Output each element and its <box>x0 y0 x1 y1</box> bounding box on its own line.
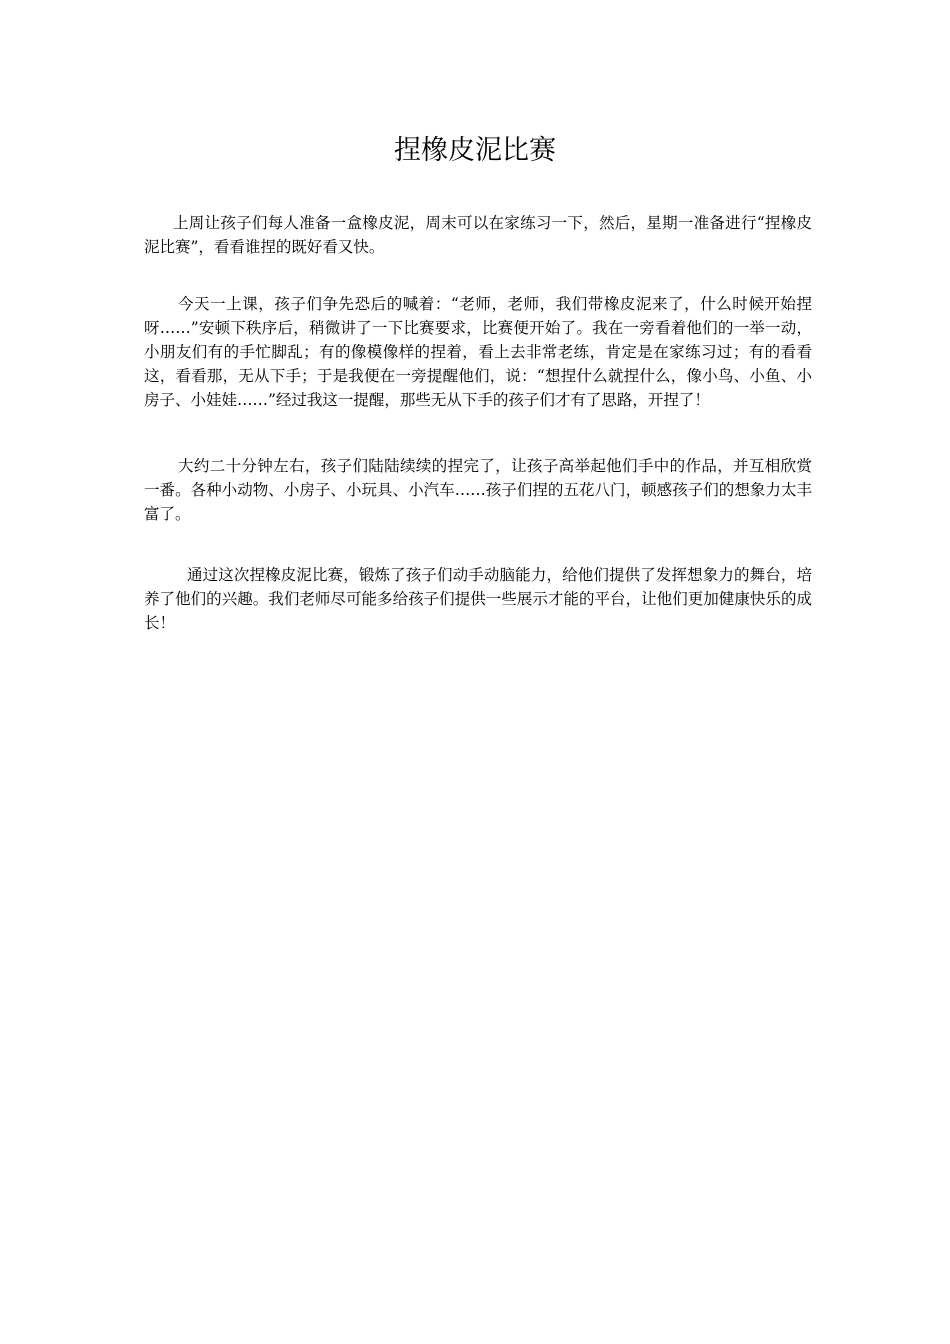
paragraph-2: 今天一上课，孩子们争先恐后的喊着：“老师，老师，我们带橡皮泥来了，什么时候开始捏呀……”安顿下秩序后，稍微讲了一下比赛要求，比赛便开始了。我在一旁看着他们的一举一动，小朋友们有的手忙脚乱；有的像模像样的捏着，看上去非常老练，肯定是在家练习过；有的看看这，看看那，无从下手；于是我便在一旁提醒他们，说：“想捏什么就捏什么，像小鸟、小鱼、小房子、小娃娃……”经过我这一提醒，那些无从下手的孩子们才有了思路，开捏了！ <box>144 295 812 409</box>
paragraph-4: 通过这次捏橡皮泥比赛，锻炼了孩子们动手动脑能力，给他们提供了发挥想象力的舞台，培养了他们的兴趣。我们老师尽可能多给孩子们提供一些展示才能的平台，让他们更加健康快乐的成长！ <box>144 566 812 632</box>
document-title: 捏橡皮泥比赛 <box>394 135 556 166</box>
paragraph-1: 上周让孩子们每人准备一盒橡皮泥，周末可以在家练习一下，然后，星期一准备进行“捏橡皮泥比赛”，看看谁捏的既好看又快。 <box>144 214 812 256</box>
paragraph-3: 大约二十分钟左右，孩子们陆陆续续的捏完了，让孩子高举起他们手中的作品，并互相欣赏一番。各种小动物、小房子、小玩具、小汽车……孩子们捏的五花八门，顿感孩子们的想象力太丰富了。 <box>144 457 812 523</box>
